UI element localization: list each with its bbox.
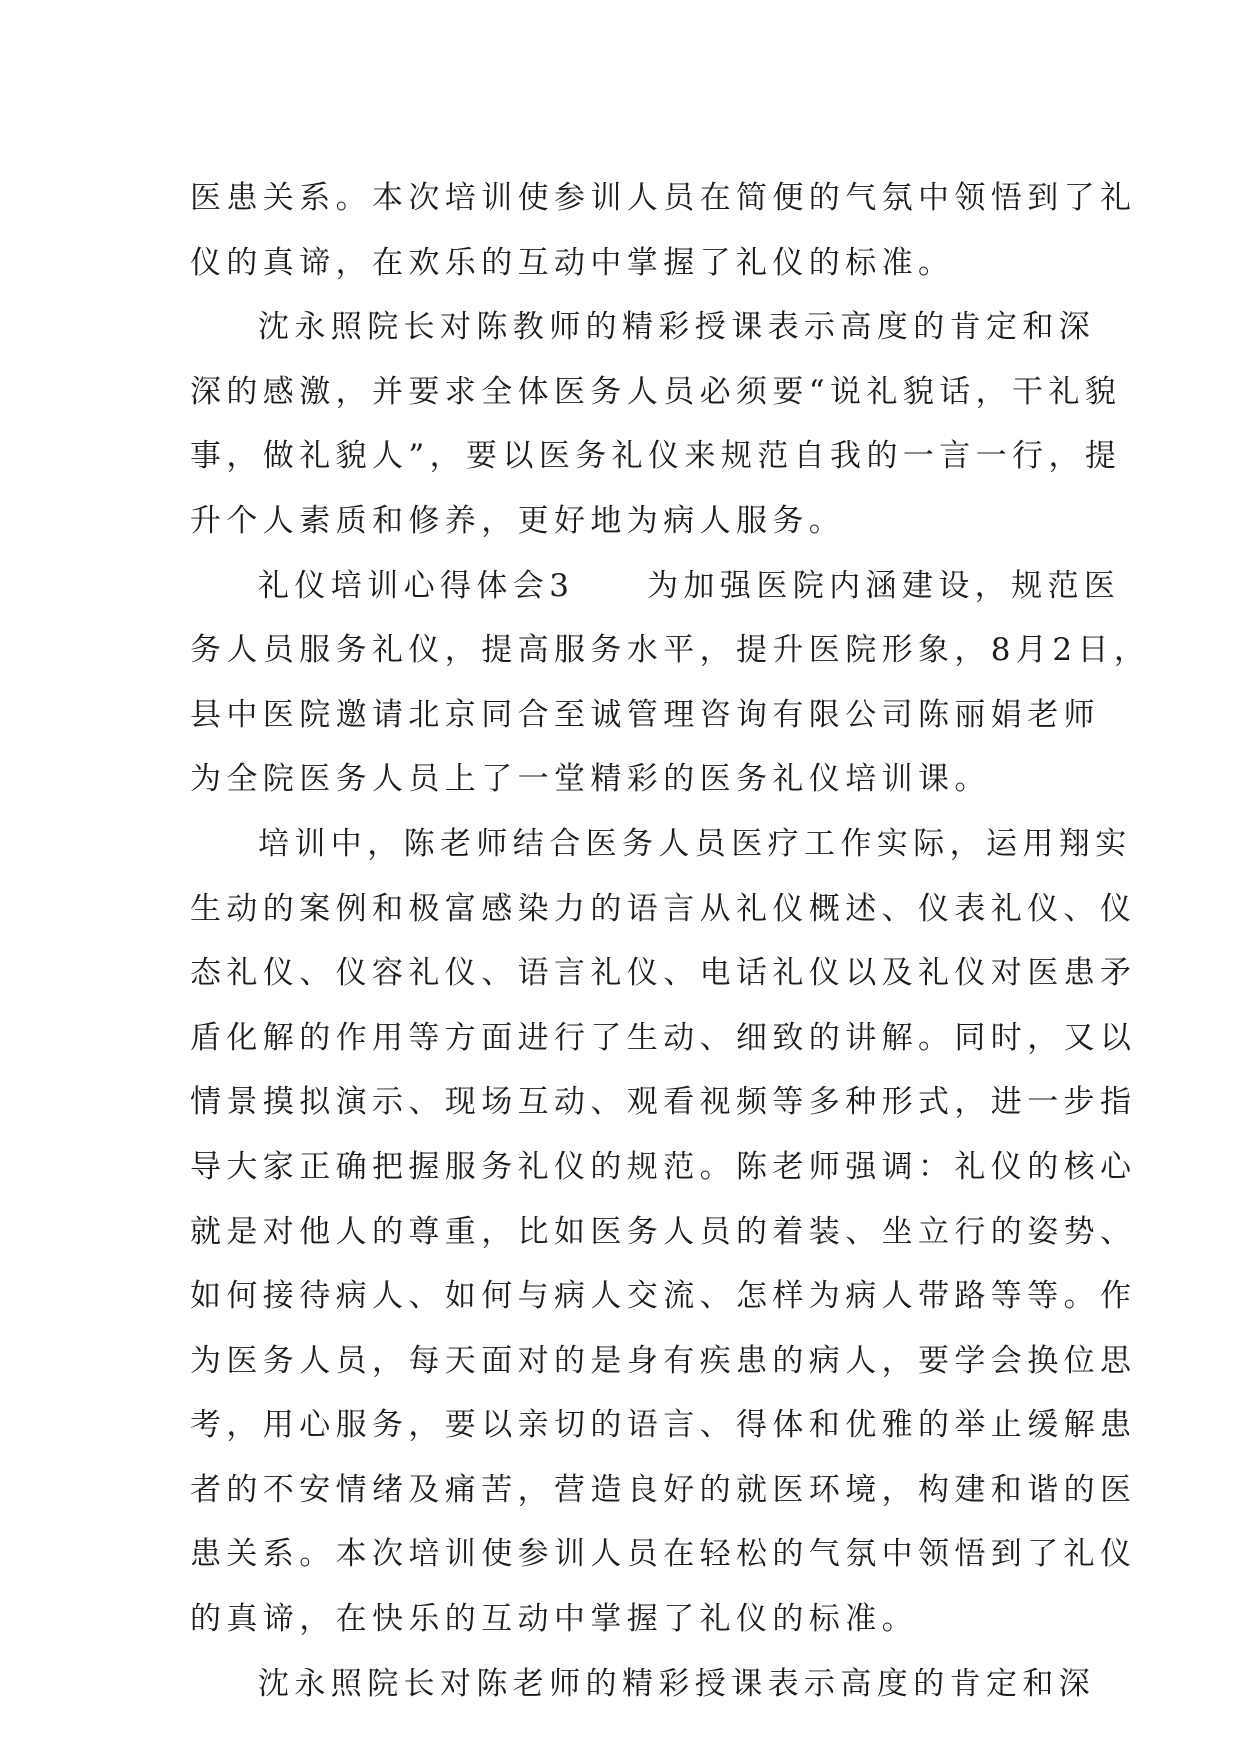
text-line: 事，做礼貌人”，要以医务礼仪来规范自我的一言一行，提 — [190, 438, 1122, 475]
text-line: 为医务人员，每天面对的是身有疾患的病人，要学会换位思 — [190, 1342, 1137, 1379]
text-line: 为全院医务人员上了一堂精彩的医务礼仪培训课。 — [190, 761, 991, 798]
text-line: 考，用心服务，要以亲切的语言、得体和优雅的举止缓解患 — [190, 1407, 1137, 1444]
text-line: 生动的案例和极富感染力的语言从礼仪概述、仪表礼仪、仪 — [190, 890, 1137, 927]
text-line: 沈永照院长对陈教师的精彩授课表示高度的肯定和深 — [258, 309, 1096, 346]
text-line: 如何接待病人、如何与病人交流、怎样为病人带路等等。作 — [190, 1278, 1137, 1315]
text-line: 礼仪培训心得体会3 为加强医院内涵建设，规范医 — [258, 567, 1121, 604]
text-line: 县中医院邀请北京同合至诚管理咨询有限公司陈丽娟老师 — [190, 696, 1100, 733]
text-line: 升个人素质和修养，更好地为病人服务。 — [190, 502, 846, 539]
text-line: 情景摸拟演示、现场互动、观看视频等多种形式，进一步指 — [190, 1084, 1137, 1121]
text-line: 患关系。本次培训使参训人员在轻松的气氛中领悟到了礼仪 — [190, 1536, 1137, 1573]
text-line: 导大家正确把握服务礼仪的规范。陈老师强调：礼仪的核心 — [190, 1148, 1137, 1185]
text-line: 仪的真谛，在欢乐的互动中掌握了礼仪的标准。 — [190, 244, 955, 281]
text-line: 深的感激，并要求全体医务人员必须要“说礼貌话，干礼貌 — [190, 373, 1122, 410]
text-line: 盾化解的作用等方面进行了生动、细致的讲解。同时，又以 — [190, 1019, 1137, 1056]
body-text — [190, 166, 1151, 1716]
text-line: 务人员服务礼仪，提高服务水平，提升医院形象，8月2日， — [190, 632, 1151, 669]
text-line: 医患关系。本次培训使参训人员在简便的气氛中领悟到了礼 — [190, 180, 1137, 216]
text-line: 态礼仪、仪容礼仪、语言礼仪、电话礼仪以及礼仪对医患矛 — [190, 955, 1137, 992]
text-line: 就是对他人的尊重，比如医务人员的着装、坐立行的姿势、 — [190, 1213, 1137, 1250]
text-line: 培训中，陈老师结合医务人员医疗工作实际，运用翔实 — [258, 825, 1132, 862]
text-line: 者的不安情绪及痛苦，营造良好的就医环境，构建和谐的医 — [190, 1471, 1137, 1508]
text-line: 沈永照院长对陈老师的精彩授课表示高度的肯定和深 — [258, 1665, 1096, 1702]
text-line: 的真谛，在快乐的互动中掌握了礼仪的标准。 — [190, 1601, 918, 1638]
